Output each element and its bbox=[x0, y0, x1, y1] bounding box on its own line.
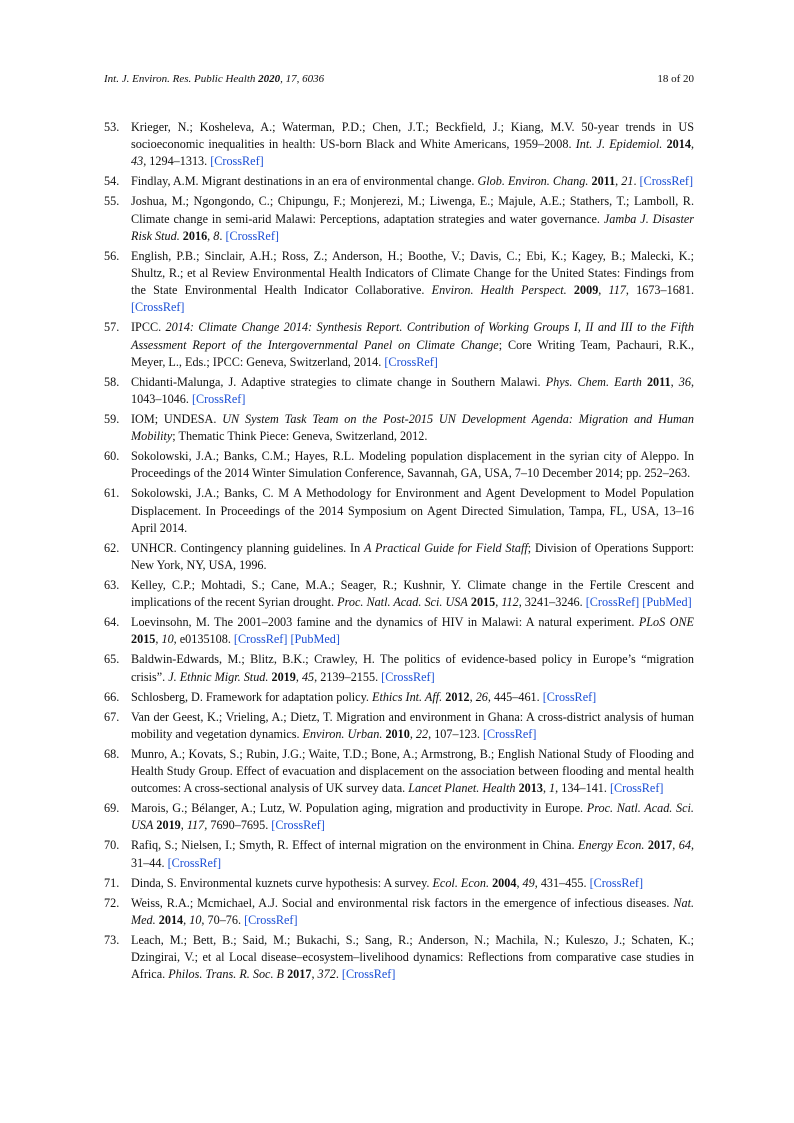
reference-text: , bbox=[672, 838, 679, 853]
reference-number: 61. bbox=[104, 486, 120, 501]
reference-number: 71. bbox=[104, 875, 120, 890]
reference-italic-text: 43 bbox=[131, 154, 144, 169]
reference-year: 2013 bbox=[518, 781, 543, 796]
reference-italic-text: 49 bbox=[522, 875, 535, 890]
reference-text: , 2139–2155. bbox=[314, 669, 382, 684]
journal-volume: , 17, 6036 bbox=[280, 73, 325, 85]
reference-number: 60. bbox=[104, 449, 120, 464]
reference-text: Schlosberg, D. Framework for adaptation policy. bbox=[131, 689, 372, 704]
reference-item bbox=[104, 895, 694, 929]
reference-text: Sokolowski, J.A.; Banks, C. M A Methodology for Environment and Agent Development to Model Population Displacement. In Proceedings of the 2014 Symposium on Agent Directed Simulation, Tampa, FL, USA, 13–16 April 2014. bbox=[131, 486, 694, 535]
reference-text: Rafiq, S.; Nielsen, I.; Smyth, R. Effect of internal migration on the environment in China. bbox=[131, 838, 579, 853]
reference-year: 2017 bbox=[287, 967, 312, 982]
reference-italic-text: 117 bbox=[608, 283, 626, 298]
reference-number: 67. bbox=[104, 709, 120, 724]
reference-text: Kelley, C.P.; Mohtadi, S.; Cane, M.A.; Seager, R.; Kushnir, Y. Climate change in the Fertile Crescent and implications of the recent Syrian drought. bbox=[131, 578, 694, 610]
crossref-link[interactable]: [CrossRef] bbox=[131, 300, 185, 315]
reference-number: 70. bbox=[104, 838, 120, 853]
reference-year: 2019 bbox=[156, 818, 181, 833]
reference-year: 2015 bbox=[470, 595, 496, 610]
reference-item bbox=[104, 577, 694, 611]
reference-text: , 1673–1681. bbox=[625, 283, 695, 298]
reference-text: Joshua, M.; Ngongondo, C.; Chipungu, F.; Monjerezi, M.; Liwenga, E.; Majule, A.E.; Stathers, T.; Lamboll, R. Climate change in semi-arid Malawi: Perceptions, adaptation strategies and water governance. bbox=[131, 194, 694, 226]
reference-italic-text: 112 bbox=[501, 595, 519, 610]
reference-item bbox=[104, 746, 694, 798]
reference-item bbox=[104, 119, 694, 171]
reference-year: 2009 bbox=[573, 283, 599, 298]
reference-number: 54. bbox=[104, 174, 120, 189]
reference-italic-text: Proc. Natl. Acad. Sci. USA bbox=[131, 801, 694, 833]
reference-item bbox=[104, 411, 694, 445]
reference-text: , bbox=[155, 632, 162, 647]
reference-text: Loevinsohn, M. The 2001–2003 famine and the dynamics of HIV in Malawi: A natural experiment. bbox=[131, 615, 639, 630]
reference-italic-text: 10 bbox=[189, 912, 202, 927]
reference-text: , e0135108. bbox=[173, 632, 234, 647]
reference-italic-text: 36 bbox=[678, 374, 691, 389]
reference-item bbox=[104, 374, 694, 408]
reference-italic-text: 10 bbox=[161, 632, 174, 647]
crossref-link[interactable]: [CrossRef] bbox=[639, 174, 694, 189]
reference-number: 72. bbox=[104, 895, 120, 910]
reference-text: . bbox=[633, 174, 640, 189]
reference-italic-text: Philos. Trans. R. Soc. B bbox=[168, 967, 285, 982]
reference-italic-text: Environ. Health Perspect. bbox=[431, 283, 567, 298]
reference-text: , bbox=[615, 174, 622, 189]
reference-italic-text: Ethics Int. Aff. bbox=[372, 689, 443, 704]
reference-italic-text: 26 bbox=[475, 689, 488, 704]
reference-text: Chidanti-Malunga, J. Adaptive strategies to climate change in Southern Malawi. bbox=[131, 374, 546, 389]
reference-italic-text: Int. J. Epidemiol. bbox=[575, 137, 663, 152]
reference-italic-text: 117 bbox=[186, 818, 205, 833]
reference-number: 59. bbox=[104, 412, 120, 427]
reference-text: , bbox=[295, 669, 302, 684]
reference-italic-text: 1 bbox=[549, 781, 556, 796]
reference-text: , bbox=[598, 283, 609, 298]
reference-number: 73. bbox=[104, 932, 120, 947]
reference-item bbox=[104, 689, 694, 706]
reference-number: 69. bbox=[104, 801, 120, 816]
crossref-link[interactable]: [CrossRef] bbox=[542, 689, 597, 704]
reference-number: 55. bbox=[104, 194, 120, 209]
reference-italic-text: 372 bbox=[317, 967, 336, 982]
reference-year: 2010 bbox=[385, 726, 410, 741]
reference-italic-text: UN System Task Team on the Post-2015 UN Development Agenda: Migration and Human Mobility bbox=[131, 412, 694, 444]
reference-text: ; Division of Operations Support: New York, NY, USA, 1996. bbox=[131, 540, 694, 573]
crossref-link[interactable]: [CrossRef] bbox=[381, 669, 435, 684]
reference-italic-text: Glob. Environ. Chang. bbox=[477, 174, 589, 189]
reference-year: 2015 bbox=[131, 632, 156, 647]
reference-italic-text: 64 bbox=[678, 838, 691, 853]
reference-italic-text: PLoS ONE bbox=[638, 615, 694, 630]
reference-year: 2004 bbox=[492, 875, 517, 890]
reference-italic-text: Nat. Med. bbox=[131, 895, 694, 927]
reference-text: , 1043–1046. bbox=[131, 374, 695, 407]
reference-year: 2011 bbox=[646, 374, 671, 389]
reference-italic-text: Energy Econ. bbox=[578, 838, 645, 853]
reference-text: Findlay, A.M. Migrant destinations in an era of environmental change. bbox=[131, 174, 478, 189]
reference-text: IOM; UNDESA. bbox=[131, 412, 223, 427]
reference-item bbox=[104, 448, 694, 482]
reference-number: 63. bbox=[104, 578, 120, 593]
reference-text: ; Core Writing Team, Pachauri, R.K., Meyer, L., Eds.; IPCC: Geneva, Switzerland, 2014. bbox=[131, 337, 694, 369]
crossref-link[interactable]: [CrossRef] bbox=[210, 154, 264, 169]
reference-number: 65. bbox=[104, 652, 120, 667]
reference-text: Munro, A.; Kovats, S.; Rubin, J.G.; Waite, T.D.; Bone, A.; Armstrong, B.; English National Study of Flooding and Health Study Group. Effect of evacuation and displacement on the association between flooding and mental health outcomes: A cross-sectional analysis of UK survey data. bbox=[131, 746, 694, 796]
reference-item bbox=[104, 651, 694, 685]
crossref-link[interactable]: [CrossRef] bbox=[585, 595, 640, 610]
journal-year: 2020 bbox=[258, 73, 281, 85]
reference-year: 2016 bbox=[182, 228, 208, 243]
reference-number: 68. bbox=[104, 746, 120, 761]
pubmed-link[interactable]: [PubMed] bbox=[290, 632, 340, 647]
reference-italic-text: Lancet Planet. Health bbox=[408, 781, 516, 796]
reference-item bbox=[104, 614, 694, 648]
reference-text: , bbox=[409, 726, 416, 741]
reference-item bbox=[104, 932, 694, 984]
running-header bbox=[104, 72, 694, 86]
reference-text: Van der Geest, K.; Vrieling, A.; Dietz, T. Migration and environment in Ghana: A cross-district analysis of human mobility and vegetation dynamics. bbox=[131, 709, 694, 741]
crossref-link[interactable]: [CrossRef] bbox=[225, 228, 279, 243]
reference-italic-text: A Practical Guide for Field Staff bbox=[364, 540, 528, 555]
reference-text: , 431–455. bbox=[534, 875, 590, 890]
reference-item bbox=[104, 485, 694, 537]
crossref-link[interactable]: [CrossRef] bbox=[341, 967, 396, 982]
reference-text bbox=[567, 283, 574, 297]
crossref-link[interactable]: [CrossRef] bbox=[589, 875, 644, 890]
reference-text: , 31–44. bbox=[131, 838, 694, 870]
reference-number: 58. bbox=[104, 374, 120, 389]
reference-year: 2014 bbox=[158, 912, 184, 927]
reference-text: Leach, M.; Bett, B.; Said, M.; Bukachi, S.; Sang, R.; Anderson, N.; Machila, N.; Kuleszo, J.; Schaten, K.; Dzingirai, V.; et al Local disease–ecosystem–livelihood dynamics: Reflections from comparative case studies in Africa. bbox=[131, 932, 694, 982]
reference-year: 2011 bbox=[591, 174, 616, 189]
journal-name: Int. J. Environ. Res. Public Health bbox=[104, 73, 256, 85]
reference-text: , bbox=[207, 228, 214, 243]
reference-text: ; Thematic Think Piece: Geneva, Switzerland, 2012. bbox=[172, 429, 428, 444]
reference-item bbox=[104, 193, 694, 245]
reference-item bbox=[104, 540, 694, 574]
reference-text: Weiss, R.A.; Mcmichael, A.J. Social and environmental risk factors in the emergence of infectious diseases. bbox=[131, 895, 674, 910]
reference-text: , bbox=[516, 875, 523, 890]
crossref-link[interactable]: [CrossRef] bbox=[384, 354, 438, 369]
reference-text: , 3241–3246. bbox=[518, 595, 586, 610]
reference-italic-text: Proc. Natl. Acad. Sci. USA bbox=[337, 595, 468, 610]
crossref-link[interactable]: [CrossRef] bbox=[244, 912, 298, 927]
reference-text: , 107–123. bbox=[428, 726, 483, 741]
crossref-link[interactable]: [CrossRef] bbox=[482, 726, 537, 741]
reference-text: , bbox=[670, 374, 679, 389]
reference-text: , bbox=[311, 967, 318, 982]
reference-number: 64. bbox=[104, 615, 120, 630]
crossref-link[interactable]: [CrossRef] bbox=[167, 855, 222, 870]
reference-year: 2019 bbox=[271, 669, 296, 684]
reference-item bbox=[104, 800, 694, 834]
pubmed-link[interactable]: [PubMed] bbox=[642, 595, 692, 610]
reference-text: , 445–461. bbox=[487, 689, 543, 704]
crossref-link[interactable]: [CrossRef] bbox=[609, 781, 664, 796]
reference-italic-text: 2014: Climate Change 2014: Synthesis Report. Contribution of Working Groups I, II and III to the Fifth Assessment Report of the Intergovernmental Panel on Climate Change bbox=[131, 320, 694, 352]
reference-year: 2012 bbox=[445, 689, 470, 704]
reference-italic-text: 22 bbox=[415, 726, 429, 741]
reference-item bbox=[104, 173, 694, 190]
reference-text: , 134–141. bbox=[555, 781, 610, 796]
reference-text: , bbox=[180, 818, 187, 833]
reference-text: , bbox=[690, 137, 694, 152]
reference-item bbox=[104, 319, 694, 371]
reference-text: , bbox=[542, 781, 550, 796]
crossref-link[interactable]: [CrossRef] bbox=[191, 392, 246, 407]
reference-text: Krieger, N.; Kosheleva, A.; Waterman, P.D.; Chen, J.T.; Beckfield, J.; Kiang, M.V. 50-year trends in US socioeconomic inequalities in health: US-born Black and White Americans, 1959–2008. bbox=[131, 120, 694, 152]
page-number: 18 of 20 bbox=[657, 73, 694, 85]
reference-number: 57. bbox=[104, 320, 120, 335]
reference-text: English, P.B.; Sinclair, A.H.; Ross, Z.; Anderson, H.; Boothe, V.; Davis, C.; Ebi, K.; Kagey, B.; Malecki, K.; Shultz, R.; et al Review Environmental Health Indicators of Climate Change for the United States: Findings from the State Environmental Health Indicator Collaborative. bbox=[131, 248, 694, 298]
reference-text: Baldwin-Edwards, M.; Blitz, B.K.; Crawley, H. The politics of evidence-based policy in Europe’s “migration crisis”. bbox=[131, 652, 694, 684]
reference-number: 56. bbox=[104, 248, 120, 263]
reference-text: , 7690–7695. bbox=[204, 818, 272, 833]
reference-item bbox=[104, 837, 694, 871]
reference-italic-text: Environ. Urban. bbox=[302, 726, 383, 741]
reference-text: , bbox=[183, 912, 190, 927]
reference-item bbox=[104, 875, 694, 892]
reference-item bbox=[104, 709, 694, 743]
reference-text: , bbox=[469, 689, 476, 704]
reference-text: UNHCR. Contingency planning guidelines. In bbox=[131, 540, 365, 555]
reference-text: Marois, G.; Bélanger, A.; Lutz, W. Population aging, migration and productivity in Europe. bbox=[131, 801, 587, 816]
reference-text: , bbox=[495, 595, 502, 610]
reference-number: 62. bbox=[104, 540, 120, 555]
reference-italic-text: 8 bbox=[213, 228, 220, 243]
reference-text: Dinda, S. Environmental kuznets curve hypothesis: A survey. bbox=[131, 875, 433, 890]
reference-year: 2014 bbox=[666, 137, 691, 152]
reference-italic-text: Phys. Chem. Earth bbox=[545, 374, 642, 389]
reference-year: 2017 bbox=[647, 838, 673, 853]
reference-list bbox=[104, 119, 694, 986]
reference-text: , 70–76. bbox=[201, 912, 245, 927]
reference-number: 53. bbox=[104, 120, 120, 134]
reference-text: Sokolowski, J.A.; Banks, C.M.; Hayes, R.L. Modeling population displacement in the syrian city of Aleppo. In Proceedings of the 2014 Winter Simulation Conference, Savannah, GA, USA, 7–10 December 2014; pp. 252–263. bbox=[131, 449, 694, 481]
reference-text: . bbox=[219, 228, 226, 243]
reference-italic-text: Ecol. Econ. bbox=[432, 875, 490, 890]
reference-italic-text: 45 bbox=[301, 669, 315, 684]
reference-number: 66. bbox=[104, 689, 120, 704]
reference-text: IPCC. bbox=[131, 320, 166, 335]
reference-text: . bbox=[335, 967, 342, 982]
crossref-link[interactable]: [CrossRef] bbox=[233, 632, 288, 647]
reference-italic-text: 21 bbox=[621, 174, 634, 189]
reference-italic-text: J. Ethnic Migr. Stud. bbox=[168, 669, 269, 684]
reference-text: , 1294–1313. bbox=[143, 154, 211, 169]
reference-item bbox=[104, 248, 694, 317]
crossref-link[interactable]: [CrossRef] bbox=[271, 818, 325, 833]
reference-italic-text: Jamba J. Disaster Risk Stud. bbox=[131, 211, 694, 243]
